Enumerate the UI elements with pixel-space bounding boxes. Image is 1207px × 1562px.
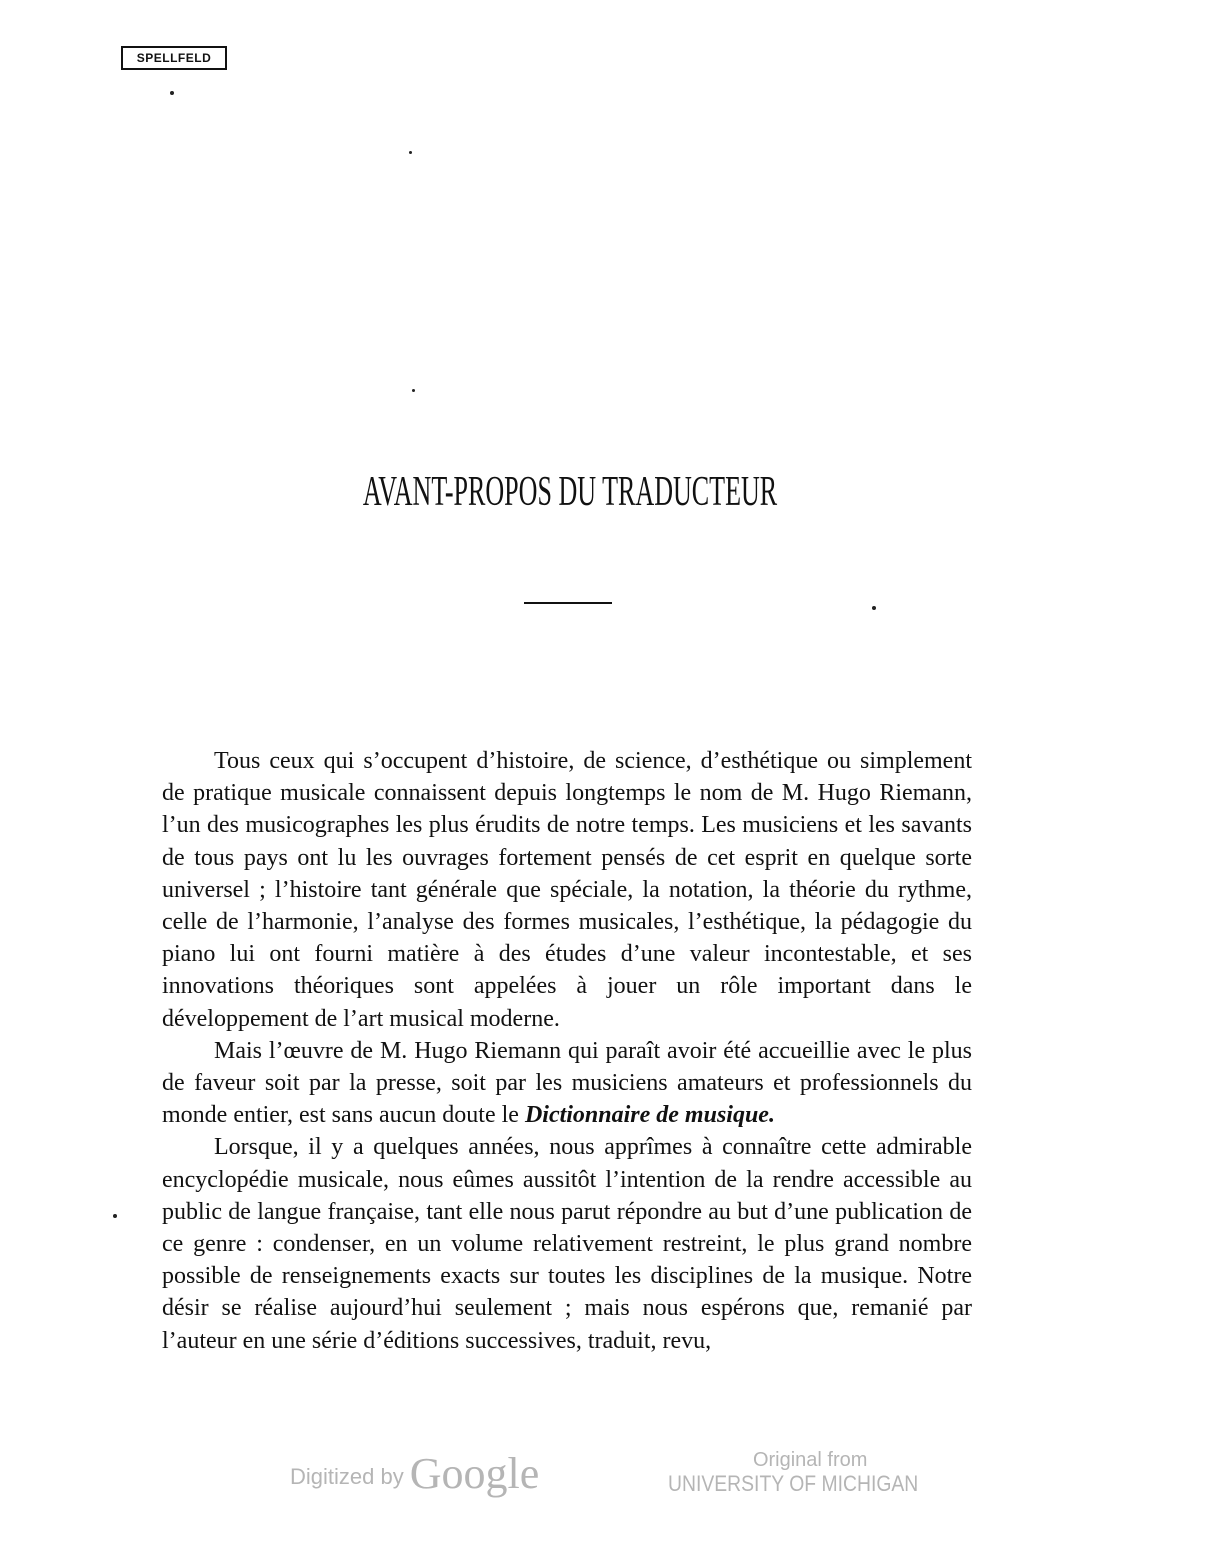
paragraph: Lorsque, il y a quelques années, nous apprîmes à connaître cette admirable encyclopédie musicale, nous eûmes aussitôt l’intention de la rendre accessible au public de langue française, tant elle nous parut répondre au but d’une publication de ce genre : condenser, en un volume relativement restreint, le plus grand nombre possible de renseignements exacts sur toutes les disciplines de la musique. Notre désir se réalise aujourd’hui seulement ; mais nous espérons que, remanié par l’auteur en une série d’éditions successives, traduit, revu,	[162, 1134, 972, 1354]
original-source-watermark	[668, 1448, 952, 1499]
digitized-prefix: Digitized by	[290, 1464, 404, 1489]
page-title: AVANT-PROPOS DU TRADUCTEUR	[362, 469, 778, 516]
library-stamp: SPELLFELD	[121, 46, 227, 70]
body-text	[162, 745, 972, 1357]
book-title-emphasis: Dictionnaire de musique.	[524, 1102, 775, 1129]
original-from-label: Original from	[752, 1449, 868, 1471]
paragraph-text: Mais l’œuvre de M. Hugo Riemann qui paraît avoir été accueillie avec le plus de faveur soit par la presse, soit par les musiciens amateurs et professionnels du monde entier, est sans aucun doute le	[162, 1037, 972, 1129]
scan-speck	[113, 1214, 117, 1218]
scan-speck	[412, 389, 415, 392]
title-rule	[524, 602, 612, 604]
scan-speck	[872, 606, 876, 610]
google-wordmark: Google	[409, 1449, 540, 1498]
scan-speck	[409, 151, 412, 154]
university-label: UNIVERSITY OF MICHIGAN	[668, 1471, 919, 1496]
digitized-watermark	[290, 1448, 539, 1499]
paragraph: Tous ceux qui s’occupent d’histoire, de science, d’esthétique ou simplement de pratique musicale connaissent depuis longtemps le nom de M. Hugo Riemann, l’un des musicographes les plus érudits de notre temps. Les musiciens et les savants de tous pays ont lu les ouvrages fortement pensés de cet esprit en quelque sorte universel ; l’histoire tant générale que spéciale, la notation, la théorie du rythme, celle de l’harmonie, l’analyse des formes musicales, l’esthétique, la pédagogie du piano lui ont fourni matière à des études d’une valeur incontestable, et ses innovations théoriques sont appelées à jouer un rôle important dans le développement de l’art musical moderne.	[162, 748, 972, 1032]
scan-speck	[170, 91, 174, 95]
paragraph	[162, 1035, 972, 1132]
